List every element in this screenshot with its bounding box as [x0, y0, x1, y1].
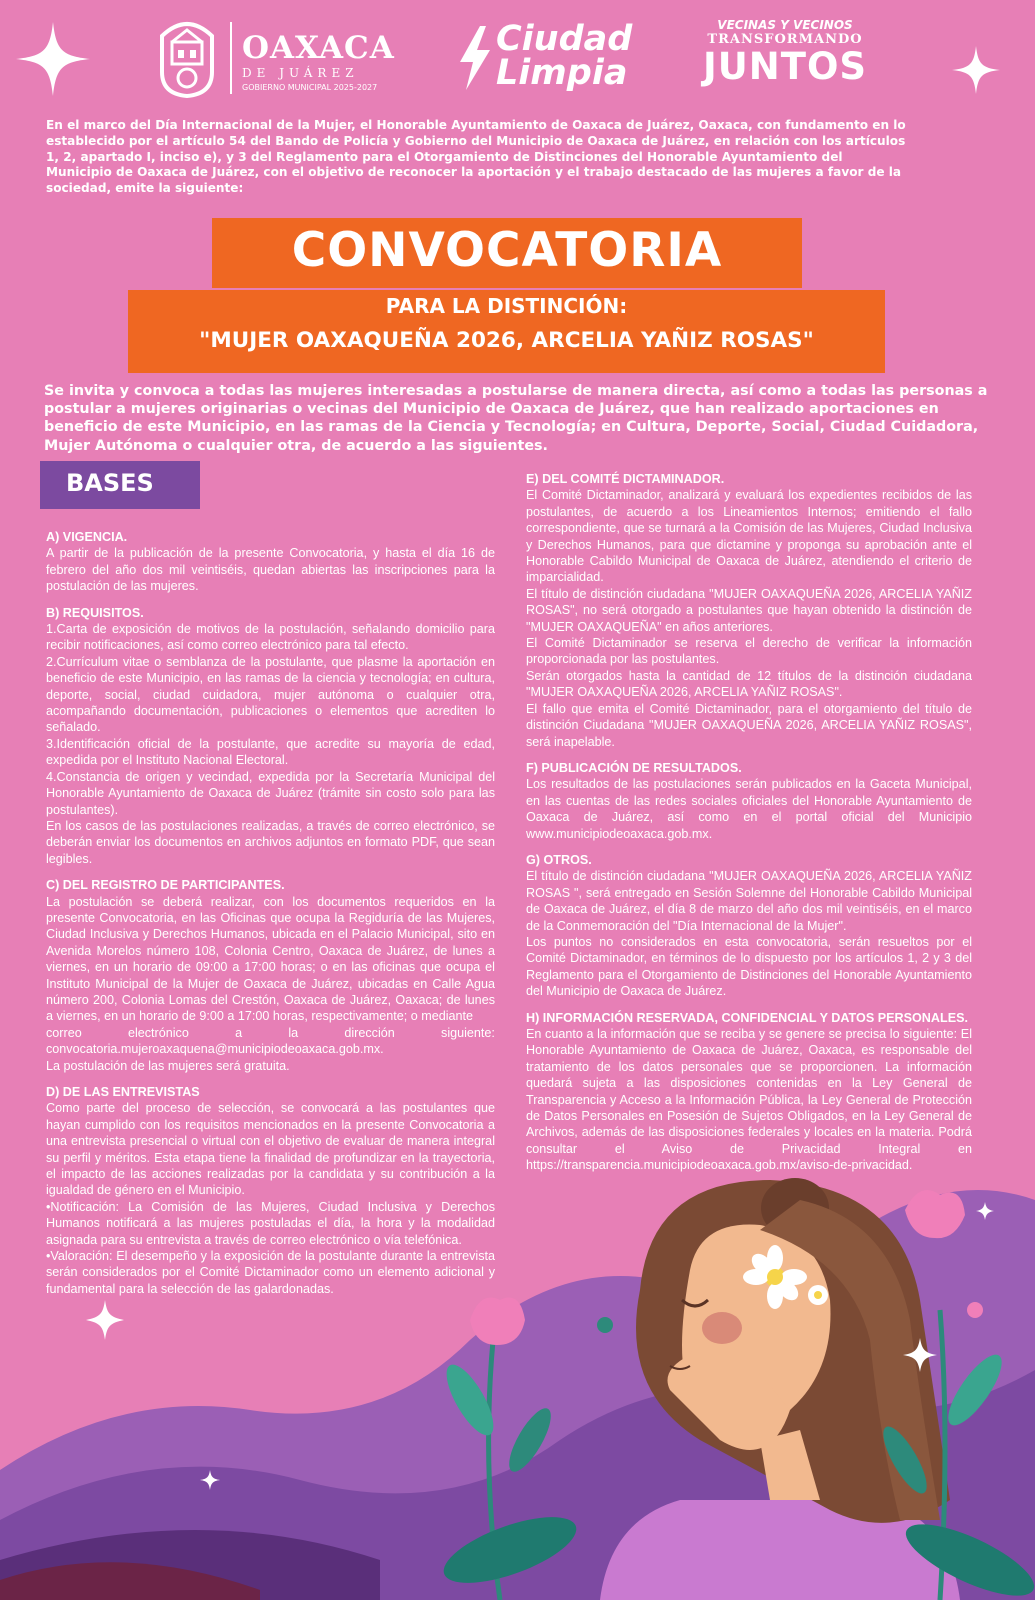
word: la [288, 1025, 299, 1040]
section-paragraph: 2.Currículum vitae o semblanza de la postulante, que plasme la aportación en beneficio de este Municipio, en las ramas de la ciencia y tecnología; en cultura, deporte, social, ciudad cuidadora, mujer autónoma o cualquier otra, acompañando documentación, publicaciones o elementos que acrediten lo señalado. [46, 654, 495, 735]
sparkle-star-icon [14, 20, 92, 98]
section-paragraph: El Comité Dictaminador, analizará y evaluará los expedientes recibidos de las postulantes, de acuerdo a los Lineamientos Internos; emitiendo el fallo correspondiente, que se turnará a la Comisión de las Mujeres, Ciudad Inclusiva y Derechos Humanos, para que dictamine y proponga su aprobación ante el Honorable Cabildo Municipal de Oaxaca de Juárez, atendiendo el criterio de imparcialidad. [526, 488, 972, 585]
section-paragraph: En cuanto a la información que se reciba y se genere se precisa lo siguiente: El Honorable Ayuntamiento de Oaxaca de Juárez, Oaxaca, es responsable del tratamiento de los datos personales que se proporcionen. La información quedará sujeta a las disposiciones contenidas en la Ley General de Transparencia y Acceso a la Información Pública, la Ley General de Protección de Datos Personales en Posesión de Sujetos Obligados, en la Ley General de Archivos, además de las disposiciones federales y locales en la materia. Podrá consultar el Aviso de Privacidad Integral en https://transparencia.municipiodeoaxaca.gob.mx/aviso-de-privacidad. [526, 1027, 972, 1173]
ciudad-limpia-logo [458, 20, 648, 102]
bases-right-column [526, 471, 972, 1184]
logo-separator [230, 22, 232, 94]
section-heading: H) INFORMACIÓN RESERVADA, CONFIDENCIAL Y DATOS PERSONALES. [526, 1010, 968, 1025]
section-paragraph: A partir de la publicación de la presente Convocatoria, y hasta el día 16 de febrero del año dos mil veintiséis, quedan abiertas las inscripciones para la postulación de las mujeres. [46, 546, 495, 594]
section-paragraph: 3.Identificación oficial de la postulante, que acredite su mayoría de edad, expedida por el Instituto Nacional Electoral. [46, 736, 495, 768]
logo-subtitle: DE JUÁREZ [242, 66, 359, 80]
juntos-line2: TRANSFORMANDO [707, 32, 863, 47]
section-requisitos [46, 605, 495, 868]
page-title: CONVOCATORIA [291, 223, 723, 278]
ciudad-limpia-line2: Limpia [496, 53, 628, 93]
word: dirección [344, 1025, 395, 1040]
section-paragraph: La postulación de las mujeres será gratuita. [46, 1058, 290, 1073]
section-paragraph: 1.Carta de exposición de motivos de la postulación, señalando domicilio para recibir notificaciones, así como correo electrónico para tal efecto. [46, 622, 495, 653]
section-heading: E) DEL COMITÉ DICTAMINADOR. [526, 472, 725, 486]
section-paragraph: En los casos de las postulaciones realizadas, a través de correo electrónico, se deberán enviar los documentos en archivos adjuntos en formato PDF, que sean legibles. [46, 818, 495, 866]
section-otros [526, 852, 972, 1000]
bases-badge [40, 461, 200, 509]
section-paragraph: Como parte del proceso de selección, se convocará a las postulantes que hayan cumplido con los requisitos mencionados en la presente Convocatoria a una entrevista presencial o virtual con el objetivo de evaluar de manera integral su perfil y méritos. Esta etapa tiene la finalidad de profundizar en la trayectoria, el impacto de las acciones realizadas por la candidata y su contribución a la igualdad de género en el Municipio. [46, 1101, 495, 1198]
word: correo [46, 1025, 82, 1040]
bases-label: BASES [66, 469, 154, 497]
section-registro [46, 877, 495, 1074]
section-heading: C) DEL REGISTRO DE PARTICIPANTES. [46, 878, 285, 893]
section-paragraph: Los resultados de las postulaciones serán publicados en la Gaceta Municipal, en las cuentas de las redes sociales oficiales del Honorable Ayuntamiento de Oaxaca de Juárez, así como en el portal oficial del Municipio www.municipiodeoaxaca.gob.mx. [526, 777, 972, 841]
oaxaca-logo [150, 14, 400, 100]
section-paragraph: La postulación se deberá realizar, con los documentos requeridos en la presente Convocatoria, en las Oficinas que ocupa la Regiduría de las Mujeres, Ciudad Inclusiva y Derechos Humanos, ubicada en el Palacio Municipal, sito en Avenida Morelos número 108, Colonia Centro, Oaxaca de Juárez, de lunes a viernes, en un horario de 09:00 a 17:00 horas; o en las oficinas que ocupa el Instituto Municipal de la Mujer de Oaxaca de Juárez, ubicadas en Calle Agua número 200, Colonia Lomas del Crestón, Oaxaca de Juárez, Oaxaca; de lunes a viernes, en un horario de 9:00 a 17:00 horas, respectivamente; o mediante [46, 894, 495, 1024]
juntos-line3: JUNTOS [702, 45, 868, 88]
section-heading: D) DE LAS ENTREVISTAS [46, 1085, 200, 1099]
invitation-paragraph: Se invita y convoca a todas las mujeres interesadas a postularse de manera directa, así como a todas las personas a postular a mujeres originarias o vecinas del Municipio de Oaxaca de Juárez, que han realizado aportaciones en beneficio de este Municipio, en las ramas de la Ciencia y Tecnología; en Cultura, Deporte, Social, Ciudad Cuidadora, Mujer Autónoma o cualquier otra, de acuerdo a las siguientes. [44, 383, 988, 454]
title-banner [212, 218, 802, 288]
section-heading: F) PUBLICACIÓN DE RESULTADOS. [526, 760, 742, 775]
section-heading: B) REQUISITOS. [46, 605, 144, 620]
section-datos-personales [526, 1010, 972, 1174]
section-paragraph: •Notificación: La Comisión de las Mujeres, Ciudad Inclusiva y Derechos Humanos notificará a las mujeres postuladas el día, la hora y la modalidad asignada para su entrevista a través de correo electrónico o vía telefónica. [46, 1199, 495, 1247]
intro-paragraph: En el marco del Día Internacional de la Mujer, el Honorable Ayuntamiento de Oaxaca de Juárez, Oaxaca, con fundamento en lo establecido por el artículo 54 del Bando de Policía y Gobierno del Municipio de Oaxaca de Juárez, en relación con los artículos 1, 2, apartado I, inciso e), y 3 del Reglamento para el Otorgamiento de Distinciones del Honorable Ayuntamiento del Municipio de Oaxaca de Juárez, con el objetivo de reconocer la aportación y el trabajo destacado de las mujeres a favor de la sociedad, emite la siguiente: [46, 118, 906, 196]
distinction-name: "MUJER OAXAQUEÑA 2026, ARCELIA YAÑIZ ROSAS" [199, 328, 814, 353]
distinction-label: PARA LA DISTINCIÓN: [385, 294, 628, 318]
section-vigencia [46, 529, 495, 595]
logo-title: OAXACA [242, 30, 395, 66]
section-paragraph: 4.Constancia de origen y vecindad, expedida por la Secretaría Municipal del Honorable Ayuntamiento de Oaxaca de Juárez (trámite sin costo solo para las postulantes). [46, 769, 495, 817]
section-heading: G) OTROS. [526, 852, 592, 867]
municipal-emblem-icon [154, 16, 220, 98]
transformando-juntos-logo [690, 18, 880, 98]
section-comite [526, 471, 972, 750]
section-heading: A) VIGENCIA. [46, 530, 128, 544]
logo-government-period: GOBIERNO MUNICIPAL 2025-2027 [242, 83, 378, 92]
lightning-bolt-icon [458, 26, 492, 90]
ciudad-limpia-line1: Ciudad [496, 19, 633, 59]
section-paragraph: El título de distinción ciudadana "MUJER OAXAQUEÑA 2026, ARCELIA YAÑIZ ROSAS", no será otorgado a postulantes que hayan obtenido la distinción de "MUJER OAXAQUEÑA" en años anteriores. [526, 586, 972, 634]
section-paragraph: El fallo que emita el Comité Dictaminador, para el otorgamiento del título de distinción Ciudadana "MUJER OAXAQUEÑA 2026, ARCELIA YAÑIZ ROSAS", será inapelable. [526, 701, 972, 749]
section-paragraph: •Valoración: El desempeño y la exposición de la postulante durante la entrevista serán considerados por el Comité Dictaminador como un elemento adicional y fundamental para la selección de las galardonadas. [46, 1249, 495, 1296]
contact-email: convocatoria.mujeroaxaquena@municipiodeoaxaca.gob.mx. [46, 1042, 384, 1057]
section-paragraph: Los puntos no considerados en esta convocatoria, serán resueltos por el Comité Dictaminador, en términos de lo dispuesto por los artículos 1, 2 y 3 del Reglamento para el Otorgamiento de Distinciones del Honorable Ayuntamiento del Municipio de Oaxaca de Juárez. [526, 934, 972, 999]
section-paragraph: El Comité Dictaminador se reserva el derecho de verificar la información proporcionada por las postulantes. [526, 636, 972, 667]
juntos-line1: VECINAS Y VECINOS [717, 18, 853, 32]
word: electrónico [127, 1025, 189, 1040]
bases-left-column [46, 529, 495, 1307]
email-intro-line [46, 1025, 495, 1041]
section-paragraph: El título de distinción ciudadana "MUJER OAXAQUEÑA 2026, ARCELIA YAÑIZ ROSAS ", será entregado en Sesión Solemne del Honorable Cabildo Municipal de Oaxaca de Juárez, el día 8 de marzo del año dos mil veintiséis, en el marco de la Conmemoración del "Día Internacional de la Mujer". [526, 869, 972, 933]
sparkle-star-icon [950, 44, 1002, 96]
distinction-banner [128, 290, 885, 373]
section-paragraph: Serán otorgados hasta la cantidad de 12 títulos de la distinción ciudadana "MUJER OAXAQUEÑA 2026, ARCELIA YAÑIZ ROSAS". [526, 668, 972, 700]
word: a [235, 1025, 243, 1040]
section-publicacion [526, 760, 972, 842]
section-entrevistas [46, 1084, 495, 1297]
word: siguiente: [441, 1025, 495, 1040]
